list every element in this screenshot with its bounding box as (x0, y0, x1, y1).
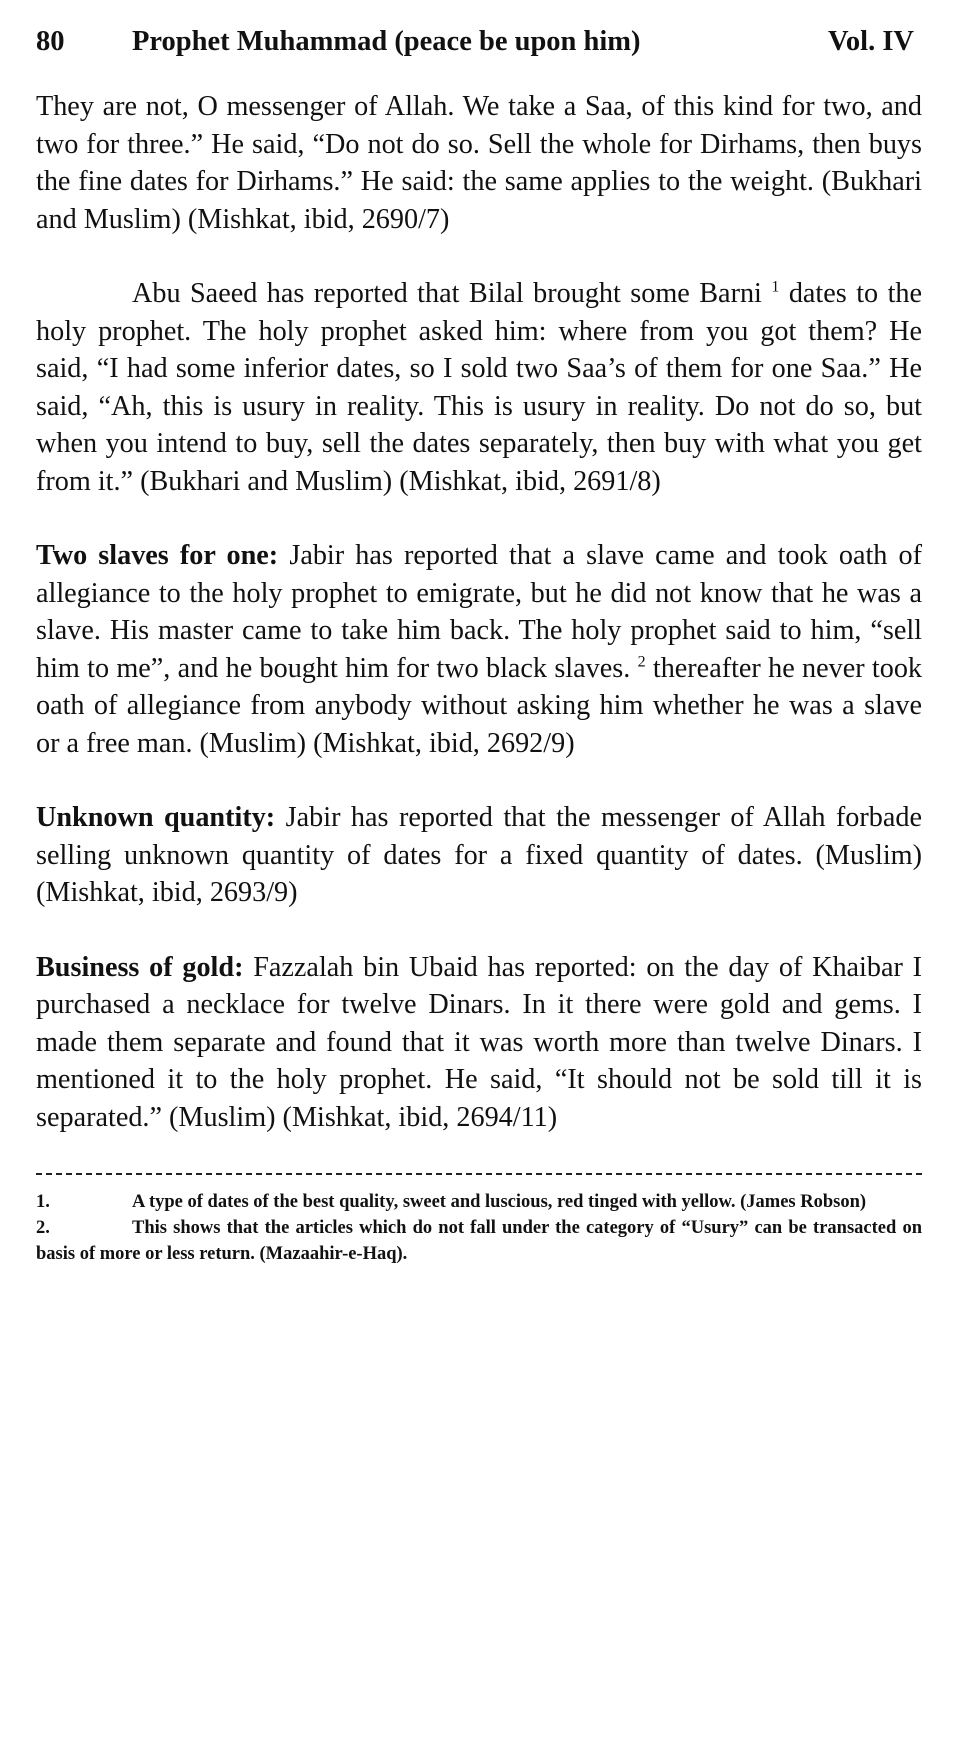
footnote-reference-2[interactable]: 2 (637, 653, 646, 671)
book-title: Prophet Muhammad (peace be upon him) (132, 26, 641, 57)
paragraph-abu-saeed (36, 275, 922, 500)
footnote-1 (36, 1189, 922, 1215)
footnote-2 (36, 1215, 922, 1267)
footnote-number: 1. (36, 1192, 50, 1212)
paragraph-text: Abu Saeed has reported that Bilal brought some Barni (132, 278, 762, 309)
footnote-text: A type of dates of the best quality, sweet and luscious, red tinged with yellow. (James Robson) (132, 1192, 867, 1212)
page-number: 80 (36, 26, 65, 57)
section-heading: Two slaves for one: (36, 540, 279, 571)
book-page (36, 26, 922, 1267)
volume-label: Vol. IV (827, 26, 914, 57)
paragraph-text: dates to the holy prophet. The holy prophet asked him: where from you got them? He said, “I had some inferior dates, so I sold two Saa’s of them for one Saa.” He said, “Ah, this is usury in reality. This is usury in reality. Do not do so, but when you intend to buy, sell the dates separately, then buy with what you get from it.” (Bukhari and Muslim) (Mishkat, ibid, 2691/8) (36, 278, 923, 497)
paragraph-text: Fazzalah bin Ubaid has reported: on the day of Khaibar I purchased a necklace for twelve Dinars. In it there were gold and gems. I made them separate and found that it was worth more than twelve Dinars. I mentioned it to the holy prophet. He said, “It should not be sold till it is separated.” (Muslim) (Mishkat, ibid, 2694/11) (36, 951, 923, 1133)
footnote-reference-1[interactable]: 1 (771, 278, 780, 296)
footnote-separator (36, 1173, 922, 1177)
running-header (36, 26, 922, 58)
paragraph-unknown-quantity (36, 799, 922, 912)
paragraph-text: Jabir has reported that a slave came and took oath of allegiance to the holy prophet to emigrate, but he did not know that he was a slave. His master came to take him back. The holy prophet said to him, “sell him to me”, and he bought him for two black slaves. (36, 540, 922, 684)
section-heading: Unknown quantity: (36, 802, 276, 833)
footnote-number: 2. (36, 1218, 50, 1238)
paragraph-continuation (36, 88, 922, 238)
footnotes (36, 1189, 922, 1267)
paragraph-text: They are not, O messenger of Allah. We take a Saa, of this kind for two, and two for three.” He said, “Do not do so. Sell the whole for Dirhams, then buys the fine dates for Dirhams.” He said: the same applies to the weight. (Bukhari and Muslim) (Mishkat, ibid, 2690/7) (36, 91, 922, 235)
paragraph-text: thereafter he never took oath of allegiance from anybody without asking him whether he was a slave or a free man. (Muslim) (Mishkat, ibid, 2692/9) (36, 652, 923, 759)
paragraph-business-of-gold (36, 949, 922, 1137)
paragraph-text: Jabir has reported that the messenger of Allah forbade selling unknown quantity of dates for a fixed quantity of dates. (Muslim) (Mishkat, ibid, 2693/9) (36, 802, 922, 908)
section-heading: Business of gold: (36, 951, 244, 983)
footnote-text: This shows that the articles which do not fall under the category of “Usury” can be transacted on basis of more or less return. (Mazaahir-e-Haq). (36, 1218, 922, 1264)
paragraph-two-slaves (36, 537, 922, 762)
